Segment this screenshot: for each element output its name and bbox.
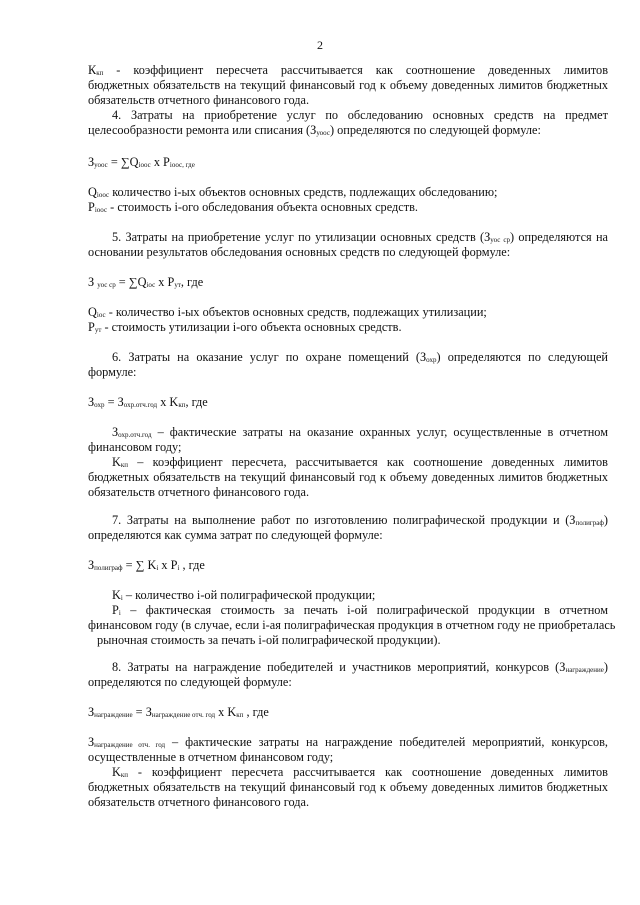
formula-6: $З_{охр} = З_{охр.отч.год}$ x $K_{кп}$, где (88, 395, 208, 409)
text-line: определяются как сумма затрат по следующей формуле: (88, 528, 383, 542)
text-line: осуществленные в отчетном финансовом году; (88, 750, 334, 764)
definition-line: $P_i$ – фактическая стоимость за печать i-ой полиграфической продукции в отчетном (112, 603, 609, 617)
section-8-heading: 8. Затраты на награждение победителей и участников мероприятий, конкурсов $(З_{награждение})$ (112, 660, 608, 674)
text-line: финансовом году; (88, 440, 182, 454)
text-line: основании результатов обследования основных средств по следующей формуле: (88, 245, 511, 259)
text-line: обязательств отчетного финансового года. (88, 795, 310, 809)
formula-8: $З_{награждение} = З_{награждение отч. год}$ x $K_{кп}$ , где (88, 705, 269, 719)
formula-5: З $_{уос ср} = \sum Q_{iос}$ x $P_{ут}$, где (88, 275, 204, 289)
definition-line: $P_{ут}$ - стоимость утилизации i-ого объекта основных средств. (88, 320, 402, 334)
text-line: бюджетных обязательств на текущий финансовый год к объему доведенных лимитов бюджетных (88, 780, 608, 794)
definition-line: $K_{кп}$ – коэффициент пересчета, рассчитывается как соотношение доведенных лимитов (112, 455, 608, 469)
text-line: целесообразности ремонта или списания $(З_{уоос})$ определяются по следующей формуле: (88, 123, 541, 137)
section-5-heading: 5. Затраты на приобретение услуг по утилизации основных средств $(З_{уос ср})$ определяются на (112, 230, 608, 244)
definition-line: $K_{кп}$ - коэффициент пересчета рассчитывается как соотношение доведенных лимитов (112, 765, 608, 779)
text-line: определяются по следующей формуле: (88, 675, 292, 689)
text-line: формуле: (88, 365, 137, 379)
formula-7: $З_{полиграф}$ = ∑ $K_i$ x $P_i$ , где (88, 558, 205, 572)
definition-line: $З_{награждение отч. год}$ – фактические затраты на награждение победителей мероприятий, конкурсов, (88, 735, 609, 749)
section-4-heading: 4. Затраты на приобретение услуг по обследованию основных средств на предмет (112, 108, 608, 122)
definition-line: $K_i$ – количество i-ой полиграфической продукции; (112, 588, 376, 602)
text-line: обязательств отчетного финансового года. (88, 485, 310, 499)
text-line: $К_{кп}$ - коэффициент пересчета рассчитывается как соотношение доведенных лимитов (88, 63, 608, 77)
definition-line: $З_{охр.отч.год}$ – фактические затраты на оказание охранных услуг, осуществленные в отчетном (112, 425, 609, 439)
text-line: бюджетных обязательств на текущий финансовый год к объему доведенных лимитов бюджетных (88, 470, 608, 484)
text-line: рыночная стоимость за печать i-ой полиграфической продукции). (97, 633, 441, 647)
definition-line: $Q_{iоос}$ количество i-ых объектов основных средств, подлежащих обследованию; (88, 185, 498, 199)
formula-4: $З_{уоос} = \sum Q_{iоос}$ x $P_{iоос, где}$ (88, 155, 195, 169)
text-line: бюджетных обязательств на текущий финансовый год к объему доведенных лимитов бюджетных (88, 78, 608, 92)
text-line: финансовом году (в случае, если i-ая полиграфическая продукция в отчетном году не приобреталась (88, 618, 616, 632)
section-6-heading: 6. Затраты на оказание услуг по охране помещений $(З_{охр})$ определяются по следующей (112, 350, 608, 364)
text-line: обязательств отчетного финансового года. (88, 93, 310, 107)
definition-line: $Q_{iос}$ - количество i-ых объектов основных средств, подлежащих утилизации; (88, 305, 487, 319)
section-7-heading: 7. Затраты на выполнение работ по изготовлению полиграфической продукции и $(З_{полиграф})$ (112, 513, 608, 527)
page-number: 2 (317, 38, 323, 52)
definition-line: $P_{iоос}$ - стоимость i-ого обследования объекта основных средств. (88, 200, 418, 214)
